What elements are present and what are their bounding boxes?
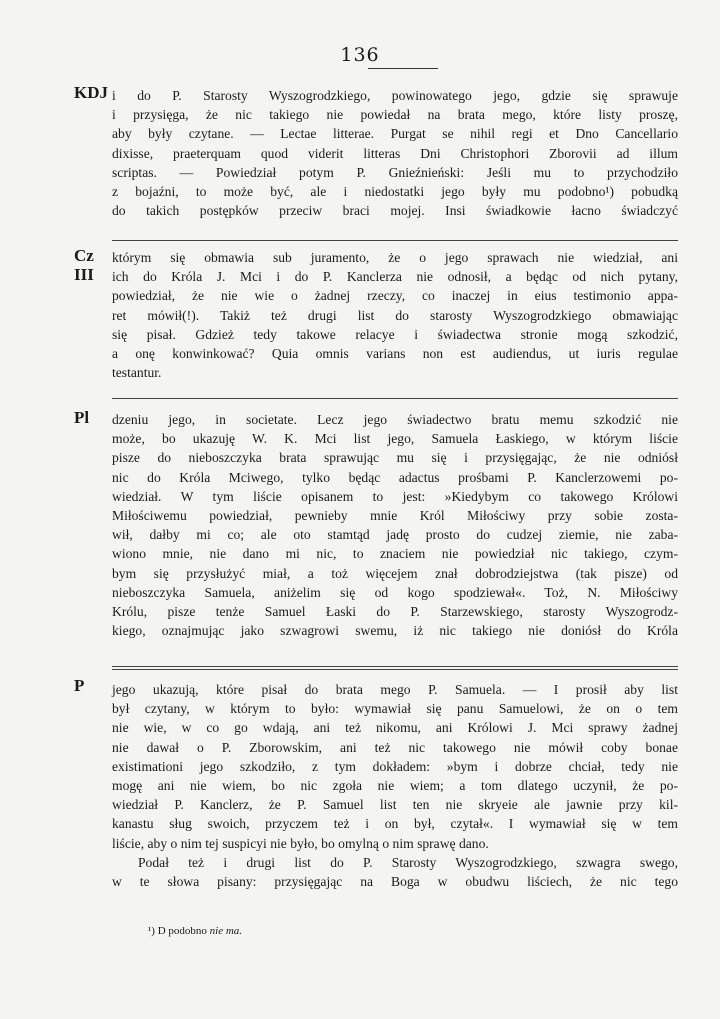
siglum-pl: Pl (74, 408, 90, 427)
text-line: się pisał. Gdzież tedy takowe relacye i świadectwa stronie mogą szkodzić, (112, 326, 678, 342)
text-line: kanastu sług swoich, przyczem też i on był, czytał«. I wymawiał się w tem (112, 816, 678, 832)
text-line: z bojaźni, to może być, ale i niedostatki jego były mu podobno¹) pobudką (112, 184, 678, 200)
text-line: pisze do nieboszczyka brata sprawując mu się i przysięgając, że nie odniósł (112, 450, 678, 466)
text-line: nieboszczyka Samuela, aniżelim się od kogo spodziewał«. Toż, N. Miłościwy (112, 584, 678, 600)
text-line: w te słowa pisany: przysięgając na Boga w obudwu liściech, że nic tego (112, 874, 678, 890)
text-line: dixisse, praeterquam quod viderit litteras Dni Christophori Zborovii ad illum (112, 145, 678, 161)
text-line: i przysięga, że nic takiego nie powiedał na brata mego, które listy proszę, (112, 107, 678, 123)
page-number-rule (368, 68, 438, 69)
text-line: może, bo ukazuję W. K. Mci list jego, Samuela Łaskiego, w którym liście (112, 431, 678, 447)
text-line: do takich postępków przeciw braci mojej. Insi świadkowie łacno świadczyć (112, 203, 678, 219)
text-line: a onę konwinkować? Quia omnis varians non est audiendus, ut iuris regulae (112, 346, 678, 362)
footnote-marker: ¹) D (148, 925, 166, 937)
text-line: jego ukazują, które pisał do brata mego P. Samuela. — I prosił aby list (112, 682, 678, 697)
siglum-p: P (74, 676, 85, 695)
footnote (148, 925, 242, 937)
text-line: nic do Króla Mciwego, tylko będąc adactus prośbami P. Kanclerzowemi po- (112, 469, 678, 485)
text-line: wiono mnie, nie dano mi nic, to znaciem nie powiedział nic takiego, czym- (112, 546, 678, 562)
text-line: ich do Króla J. Mci i do P. Kanclerza nie odnosił, a będąc od nich pytany, (112, 269, 678, 285)
text-block-cz-iii (112, 248, 678, 382)
text-line: scriptas. — Powiedział potym P. Gnieźnieński: Jeśli mu to przychodziło (112, 164, 678, 180)
text-block-p (112, 680, 678, 891)
footnote-text: podobno (168, 925, 207, 937)
text-line: dzeniu jego, in societate. Lecz jego świadectwo bratu memu szkodzić nie (112, 412, 678, 427)
text-line: nie wie, w co go wdają, ani też nikomu, ani Królowi J. Mci sprawy żadnej (112, 720, 678, 736)
footnote-italic: nie ma. (209, 925, 243, 937)
text-line: i do P. Starosty Wyszogrodzkiego, powinowatego jego, gdzie się sprawuje (112, 88, 678, 103)
text-line: nie dawał o P. Zborowskim, ani też nic takowego nie mówił coby bonae (112, 739, 678, 755)
text-line: powiedział, że nie wie o żadnej rzeczy, co inaczej in eius testimonio appa- (112, 288, 678, 304)
text-line: liście, aby o nim tej suspicyi nie było, bo omylną o nim sprawę dano. (112, 835, 489, 851)
text-line: mogę ani nie wiem, bo nic zgoła nie wiem; a tom dlatego uczynił, że po- (112, 778, 678, 794)
text-block-pl (112, 410, 678, 640)
text-block-kdj (112, 86, 678, 220)
text-line: Miłościwemu powiedział, pewnieby mnie Król Miłościwy przy sobie zosta- (112, 508, 678, 524)
text-line: ret mówił(!). Takiż też drugi list do starosty Wyszogrodzkiego obmawiając (112, 307, 678, 323)
siglum-kdj: KDJ (74, 83, 108, 102)
text-line: bym się przysłużyć miał, a toż więcejem znał dobrodziejstwa (tak pisze) od (112, 565, 678, 581)
text-line: którym się obmawia sub juramento, że o jego sprawach nie wiedział, ani (112, 250, 678, 265)
text-line: był czytany, w którym to było: wymawiał się panu Samuelowi, że on o tem (112, 701, 678, 717)
section-divider (112, 398, 678, 399)
section-divider (112, 666, 678, 670)
text-line: wiedział P. Kanclerz, że P. Samuel list ten nie skryeie ale jawnie przy kil- (112, 797, 678, 813)
siglum-cz-iii: Cz III (74, 246, 94, 284)
section-divider (112, 240, 678, 241)
text-line: wił, dałby mi co; ale oto stamtąd jadę prosto do cudzej ziemie, nie zaba- (112, 527, 678, 543)
text-line: kiego, oznajmując jako szwagrowi swemu, iż nic takiego nie doniósł do Króla (112, 623, 678, 639)
text-line: Podał też i drugi list do P. Starosty Wyszogrodzkiego, szwagra swego, (138, 854, 678, 870)
text-line: existimationi jego szkodziło, z tym dokładem: »bym i dobrze chciał, tedy nie (112, 758, 678, 774)
text-line: aby były czytane. — Lectae litterae. Purgat se nihil regi et Dno Cancellario (112, 126, 678, 142)
text-line: Królu, pisze tenże Samuel Łaski do P. Starzewskiego, starosty Wyszogrodz- (112, 604, 678, 620)
text-line: testantur. (112, 365, 162, 381)
text-line: wiedział. W tym liście opisanem to jest: »Kiedybym co takowego Królowi (112, 488, 678, 504)
page-number: 136 (340, 44, 380, 66)
